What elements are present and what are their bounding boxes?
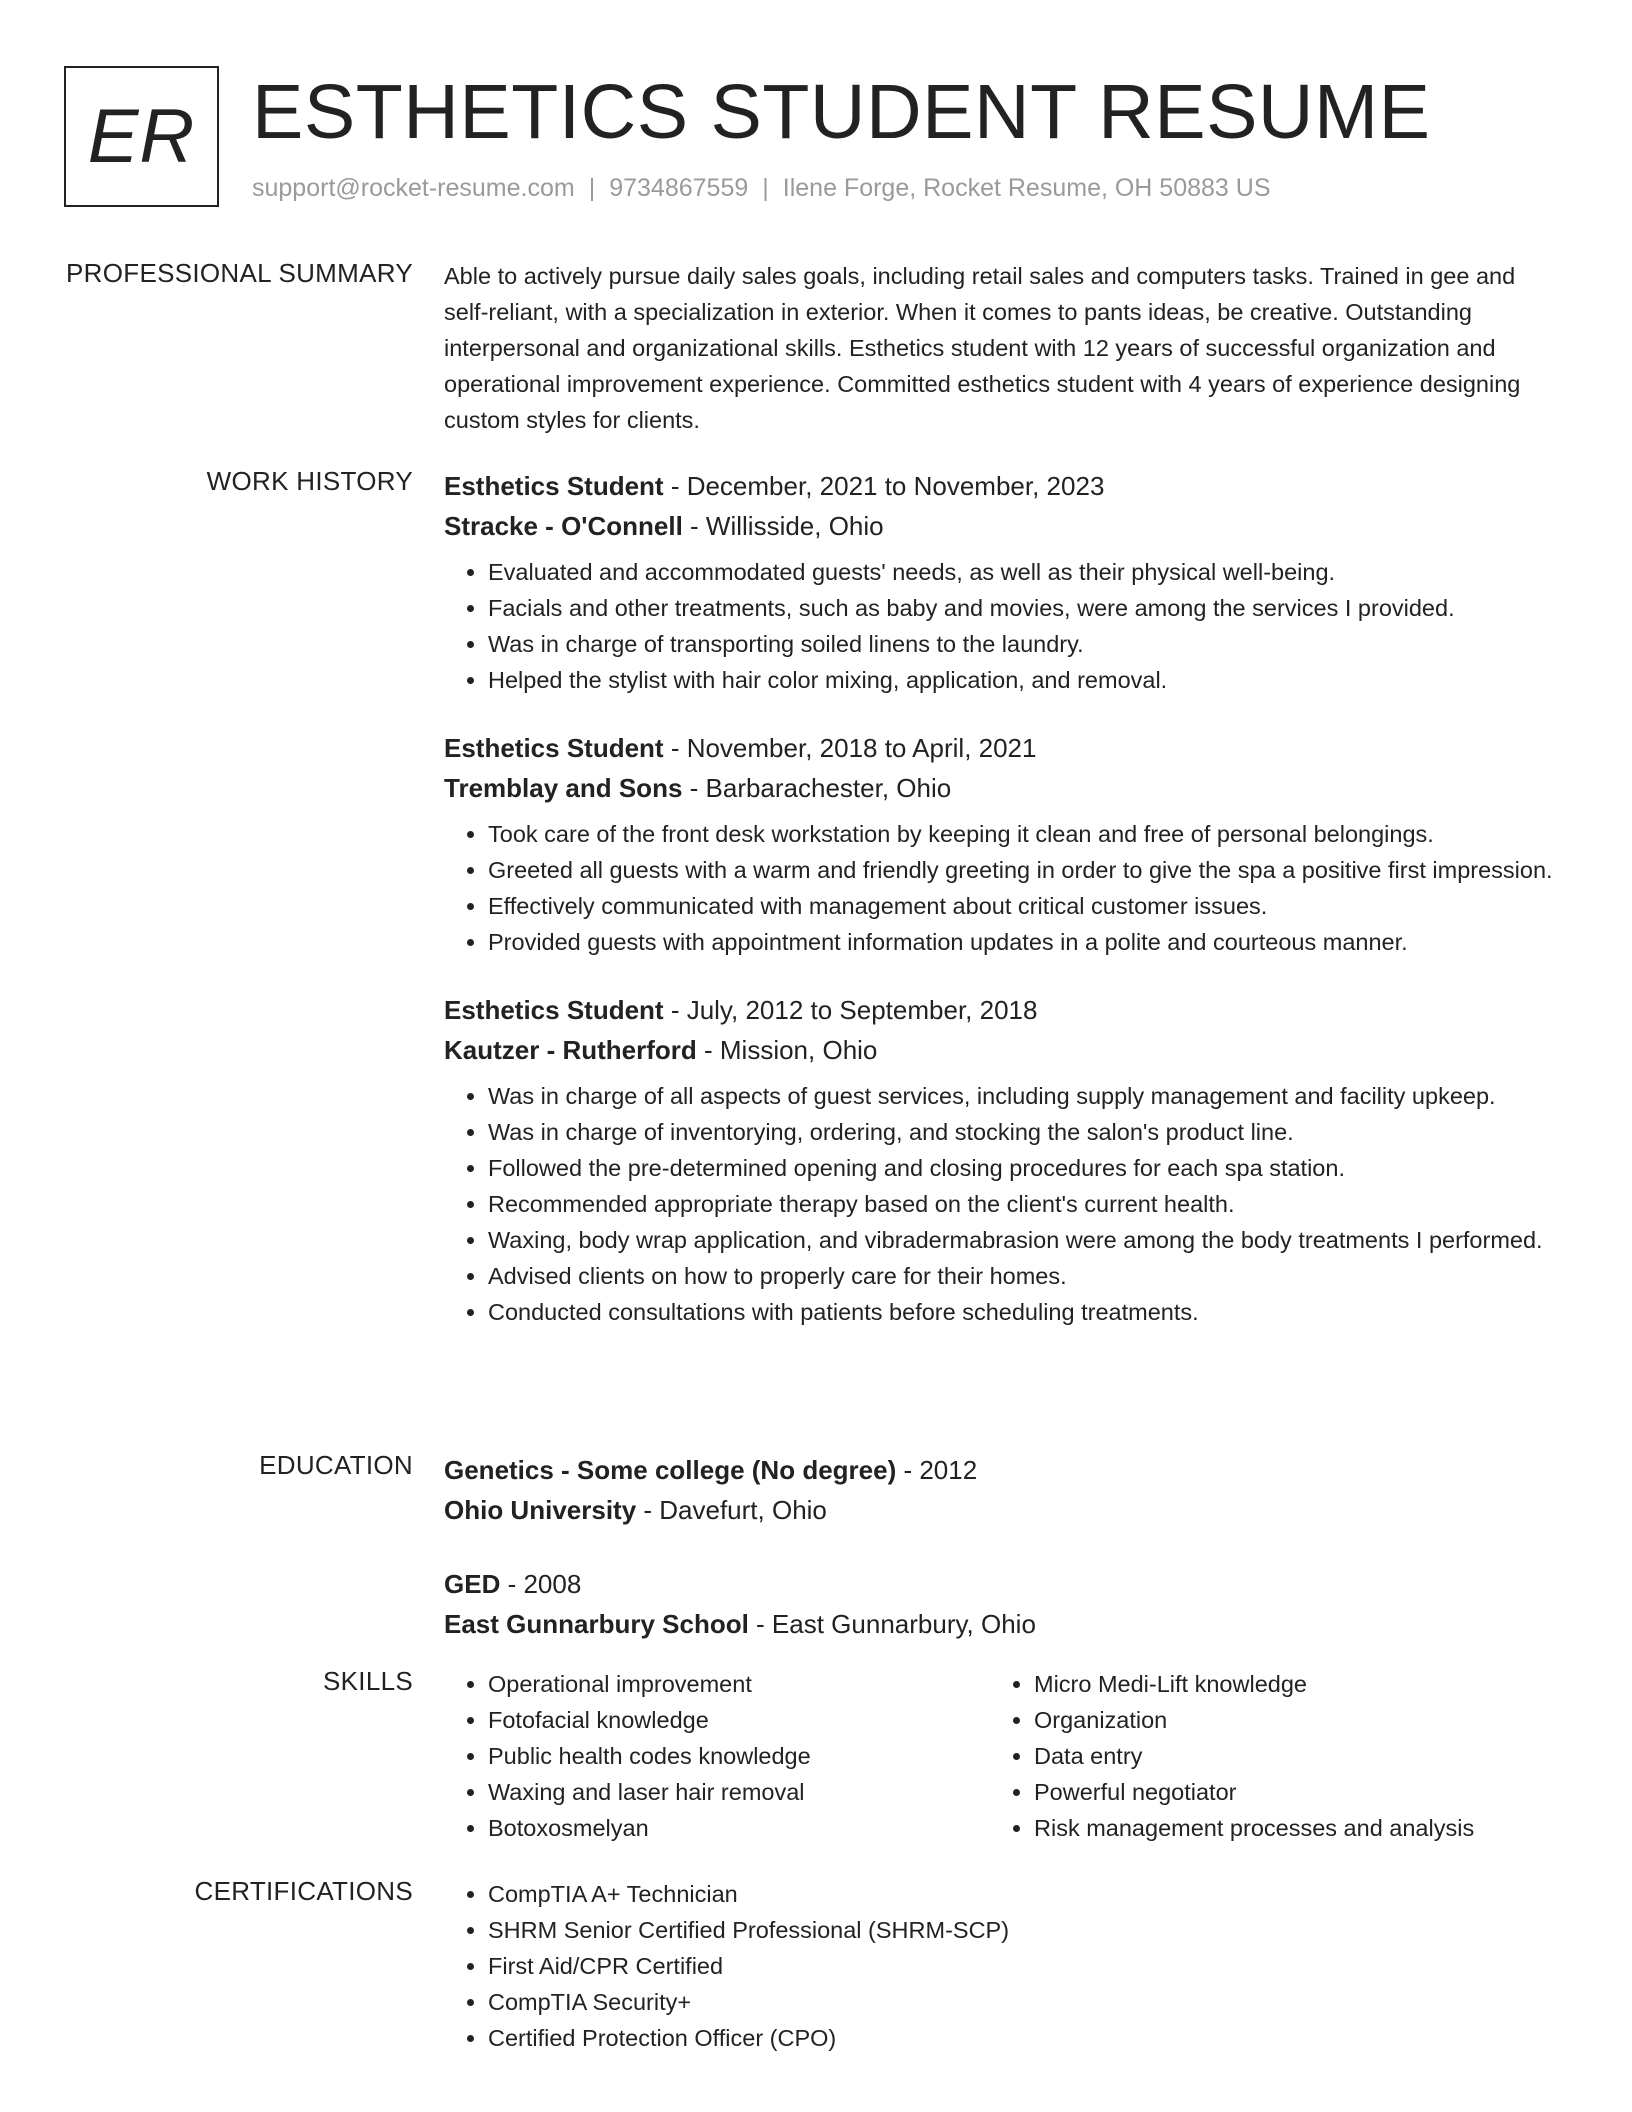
skill-item: • Waxing and laser hair removal xyxy=(488,1774,990,1810)
skill-item: • Public health codes knowledge xyxy=(488,1738,990,1774)
list-item: • Advised clients on how to properly care for their homes. xyxy=(488,1258,1564,1294)
job-dates: - December, 2021 to November, 2023 xyxy=(663,471,1105,501)
list-item: • Recommended appropriate therapy based on the client's current health. xyxy=(488,1186,1564,1222)
skill-item: • Micro Medi-Lift knowledge xyxy=(1034,1666,1536,1702)
job-company: Tremblay and Sons xyxy=(444,773,683,803)
job-company-line xyxy=(444,1030,1564,1070)
resume-header xyxy=(64,66,1584,210)
education-entry xyxy=(444,1564,1564,1644)
contact-separator: | xyxy=(588,174,596,202)
resume-title: ESTHETICS STUDENT RESUME xyxy=(252,69,1431,155)
job-duties-list xyxy=(444,554,1564,698)
certification-item: • Certified Protection Officer (CPO) xyxy=(488,2020,1388,2056)
degree: Genetics - Some college (No degree) xyxy=(444,1455,897,1485)
contact-separator: | xyxy=(762,174,769,202)
list-item: • Followed the pre-determined opening and closing procedures for each spa station. xyxy=(488,1150,1564,1186)
job-location: - Mission, Ohio xyxy=(696,1035,878,1065)
degree-year: - 2012 xyxy=(896,1455,978,1485)
contact-email: support@rocket-resume.com xyxy=(252,174,575,202)
section-heading-summary: PROFESSIONAL SUMMARY xyxy=(66,258,413,288)
job-duties-list xyxy=(444,816,1564,960)
contact-phone: 9734867559 xyxy=(609,174,749,202)
list-item: • Took care of the front desk workstation by keeping it clean and free of personal belongings. xyxy=(488,816,1564,852)
job-company: Kautzer - Rutherford xyxy=(444,1035,697,1065)
section-heading-certifications: CERTIFICATIONS xyxy=(194,1876,413,1906)
job-title: Esthetics Student xyxy=(444,733,664,763)
degree-year: - 2008 xyxy=(500,1569,582,1599)
skill-item: • Data entry xyxy=(1034,1738,1536,1774)
school-location: - East Gunnarbury, Ohio xyxy=(748,1609,1036,1639)
list-item: • Was in charge of all aspects of guest services, including supply management and facility upkeep. xyxy=(488,1078,1564,1114)
school: East Gunnarbury School xyxy=(444,1609,749,1639)
section-heading-education: EDUCATION xyxy=(259,1450,413,1480)
certification-item: • SHRM Senior Certified Professional (SHRM-SCP) xyxy=(488,1912,1388,1948)
job-title-line xyxy=(444,990,1564,1030)
skills-list-left xyxy=(444,1666,990,1846)
education-entry xyxy=(444,1450,1564,1530)
job-location: - Willisside, Ohio xyxy=(682,511,884,541)
list-item: • Effectively communicated with management about critical customer issues. xyxy=(488,888,1564,924)
job-entry xyxy=(444,466,1564,698)
job-company-line xyxy=(444,768,1564,808)
list-item: • Waxing, body wrap application, and vibradermabrasion were among the body treatments I performed. xyxy=(488,1222,1564,1258)
list-item: • Was in charge of transporting soiled linens to the laundry. xyxy=(488,626,1564,662)
list-item: • Provided guests with appointment information updates in a polite and courteous manner. xyxy=(488,924,1564,960)
job-duties-list xyxy=(444,1078,1564,1330)
school-location: - Davefurt, Ohio xyxy=(636,1495,827,1525)
list-item: • Conducted consultations with patients before scheduling treatments. xyxy=(488,1294,1564,1330)
degree-line xyxy=(444,1564,1564,1604)
summary-text: Able to actively pursue daily sales goals, including retail sales and computers tasks. Trained in gee and self-reliant, with a specialization in exterior. When it comes to pants ideas, be creative. Outstanding interpersonal and organizational skills. Esthetics student with 12 years of successful organization and operational improvement experience. Committed esthetics student with 4 years of experience designing custom styles for clients. xyxy=(444,263,1521,433)
list-item: • Facials and other treatments, such as baby and movies, were among the services I provided. xyxy=(488,590,1564,626)
job-entry xyxy=(444,990,1564,1330)
job-company-line xyxy=(444,506,1564,546)
section-heading-work-history: WORK HISTORY xyxy=(206,466,413,496)
skills-list-right xyxy=(990,1666,1536,1846)
contact-address: Ilene Forge, Rocket Resume, OH 50883 US xyxy=(782,174,1271,202)
list-item: • Was in charge of inventorying, ordering, and stocking the salon's product line. xyxy=(488,1114,1564,1150)
skill-item: • Botoxosmelyan xyxy=(488,1810,990,1846)
skills-columns xyxy=(444,1666,1564,1846)
job-title: Esthetics Student xyxy=(444,995,664,1025)
certification-item: • CompTIA A+ Technician xyxy=(488,1876,1388,1912)
job-title-line xyxy=(444,466,1564,506)
skill-item: • Fotofacial knowledge xyxy=(488,1702,990,1738)
job-dates: - November, 2018 to April, 2021 xyxy=(663,733,1037,763)
skill-item: • Organization xyxy=(1034,1702,1536,1738)
degree: GED xyxy=(444,1569,501,1599)
certification-item: • CompTIA Security+ xyxy=(488,1984,1388,2020)
monogram-logo: ER xyxy=(64,66,219,207)
job-title: Esthetics Student xyxy=(444,471,664,501)
list-item: • Helped the stylist with hair color mixing, application, and removal. xyxy=(488,662,1564,698)
list-item: • Evaluated and accommodated guests' needs, as well as their physical well-being. xyxy=(488,554,1564,590)
skill-item: • Operational improvement xyxy=(488,1666,990,1702)
degree-line xyxy=(444,1450,1564,1490)
certifications-list xyxy=(444,1876,1388,2056)
job-location: - Barbarachester, Ohio xyxy=(682,773,952,803)
skill-item: • Risk management processes and analysis xyxy=(1034,1810,1536,1846)
contact-line xyxy=(252,174,1271,203)
job-company: Stracke - O'Connell xyxy=(444,511,683,541)
job-entry xyxy=(444,728,1564,960)
certification-item: • First Aid/CPR Certified xyxy=(488,1948,1388,1984)
job-dates: - July, 2012 to September, 2018 xyxy=(663,995,1038,1025)
list-item: • Greeted all guests with a warm and friendly greeting in order to give the spa a positive first impression. xyxy=(488,852,1564,888)
certifications-columns xyxy=(444,1876,1564,2056)
skill-item: • Powerful negotiator xyxy=(1034,1774,1536,1810)
section-heading-skills: SKILLS xyxy=(323,1666,413,1696)
school: Ohio University xyxy=(444,1495,637,1525)
job-title-line xyxy=(444,728,1564,768)
school-line xyxy=(444,1490,1564,1530)
school-line xyxy=(444,1604,1564,1644)
